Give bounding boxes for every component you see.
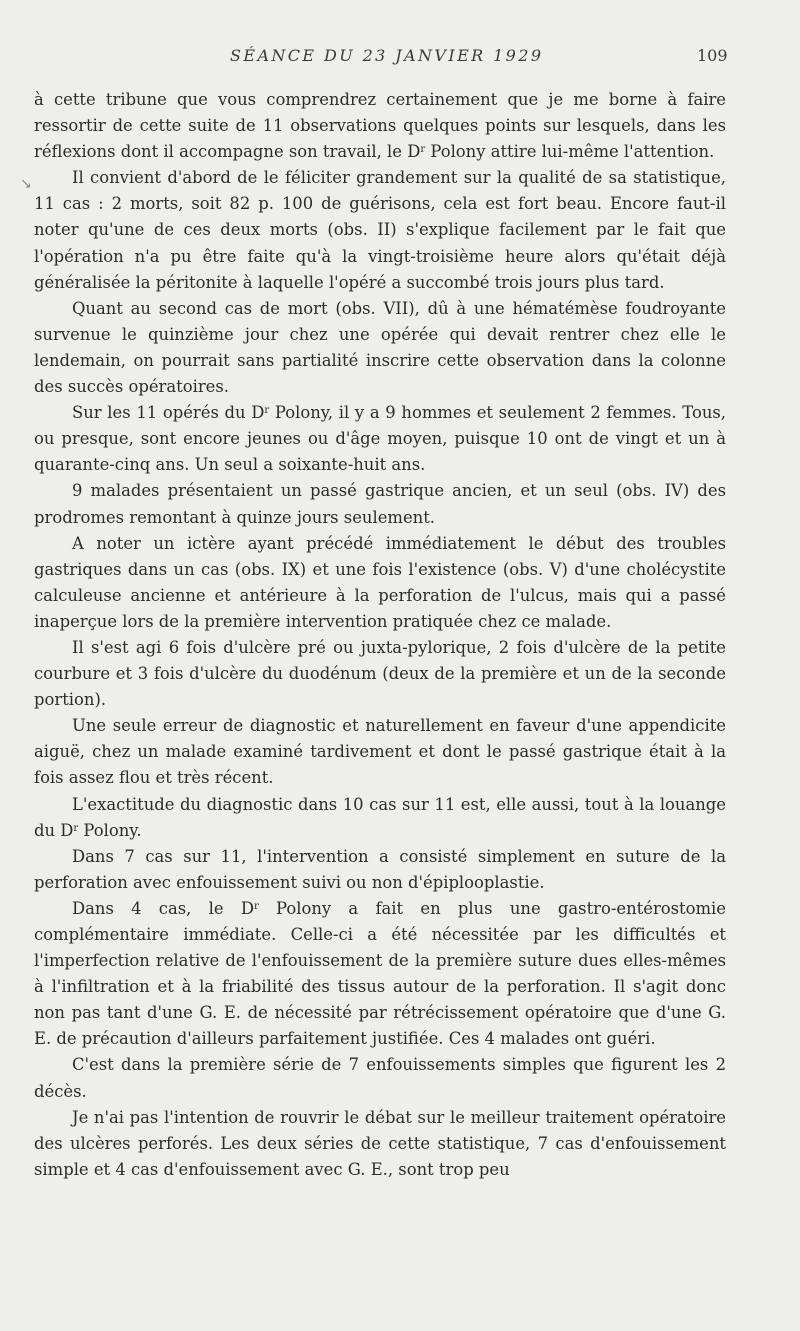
page-number: 109 — [697, 46, 728, 65]
paragraph: Il s'est agi 6 fois d'ulcère pré ou juxta-pylorique, 2 fois d'ulcère de la petite courbure et 3 fois d'ulcère du duodénum (deux de la première et un de la seconde portion). — [34, 637, 726, 710]
paragraph: C'est dans la première série de 7 enfouissements simples que figurent les 2 décès. — [34, 1055, 726, 1101]
paragraph: 9 malades présentaient un passé gastrique ancien, et un seul (obs. IV) des prodromes remontant à quinze jours seulement. — [34, 481, 726, 527]
paragraph: Une seule erreur de diagnostic et naturellement en faveur d'une appendicite aiguë, chez un malade examiné tardivement et dont le passé gastrique était à la fois assez flou et très récent. — [34, 716, 726, 788]
paragraph: Dans 7 cas sur 11, l'intervention a consisté simplement en suture de la perforation avec enfouissement suivi ou non d'épiplooplastie. — [34, 846, 726, 892]
margin-mark: ↘ — [20, 176, 32, 192]
running-title: SÉANCE DU 23 JANVIER 1929 — [230, 46, 544, 65]
paragraph: L'exactitude du diagnostic dans 10 cas sur 11 est, elle aussi, tout à la louange du $D^r$ Polony. — [34, 794, 726, 840]
paragraph: Dans 4 cas, le $D^r$ Polony a fait en plus une gastro-entérostomie complémentaire immédiate. Celle-ci a été nécessitée par les difficultés et l'imperfection relative de l'enfouissement de la première suture dues elles-mêmes à l'infiltration et à la friabilité des tissus autour de la perforation. Il s'agit donc non pas tant d'une G. E. de nécessité par rétrécissement opératoire que d'une G. E. de précaution d'ailleurs parfaitement justifiée. Ces 4 malades ont guéri. — [34, 898, 726, 1049]
body-text — [34, 87, 726, 1183]
paragraph: Sur les 11 opérés du $D^r$ Polony, il y a 9 hommes et seulement 2 femmes. Tous, ou presque, sont encore jeunes ou d'âge moyen, puisque 10 ont de vingt et un à quarante-cinq ans. Un seul a soixante-huit ans. — [34, 403, 727, 475]
paragraph: Je n'ai pas l'intention de rouvrir le débat sur le meilleur traitement opératoire des ulcères perforés. Les deux séries de cette statistique, 7 cas d'enfouissement simple et 4 cas d'enfouissement avec G. E., sont trop peu — [34, 1107, 726, 1179]
paragraph: Quant au second cas de mort (obs. VII), dû à une hématémèse foudroyante survenue le quinzième jour chez une opérée qui devait rentrer chez elle le lendemain, on pourrait sans partialité inscrire cette observation dans la colonne des succès opératoires. — [34, 298, 726, 397]
paragraph: A noter un ictère ayant précédé immédiatement le début des troubles gastriques dans un cas (obs. IX) et une fois l'existence (obs. V) d'une cholécystite calculeuse ancienne et antérieure à la perforation de l'ulcus, mais qui a passé inaperçue lors de la première intervention pratiquée chez ce malade. — [34, 533, 726, 631]
page-header — [0, 40, 800, 70]
paragraph: Il convient d'abord de le féliciter grandement sur la qualité de sa statistique, 11 cas : 2 morts, soit 82 p. 100 de guérisons, cela est fort beau. Encore faut-il noter qu'une de ces deux morts (obs. II) s'explique facilement par le fait que l'opération n'a pu être faite qu'à la vingt-troisième heure alors qu'était déjà généralisée la péritonite à laquelle l'opéré a succombé trois jours plus tard. — [34, 168, 726, 292]
paragraph: à cette tribune que vous comprendrez certainement que je me borne à faire ressortir de cette suite de 11 observations quelques points sur lesquels, dans les réflexions dont il accompagne son travail, le $D^r$ Polony attire lui-même l'attention. — [34, 90, 726, 162]
